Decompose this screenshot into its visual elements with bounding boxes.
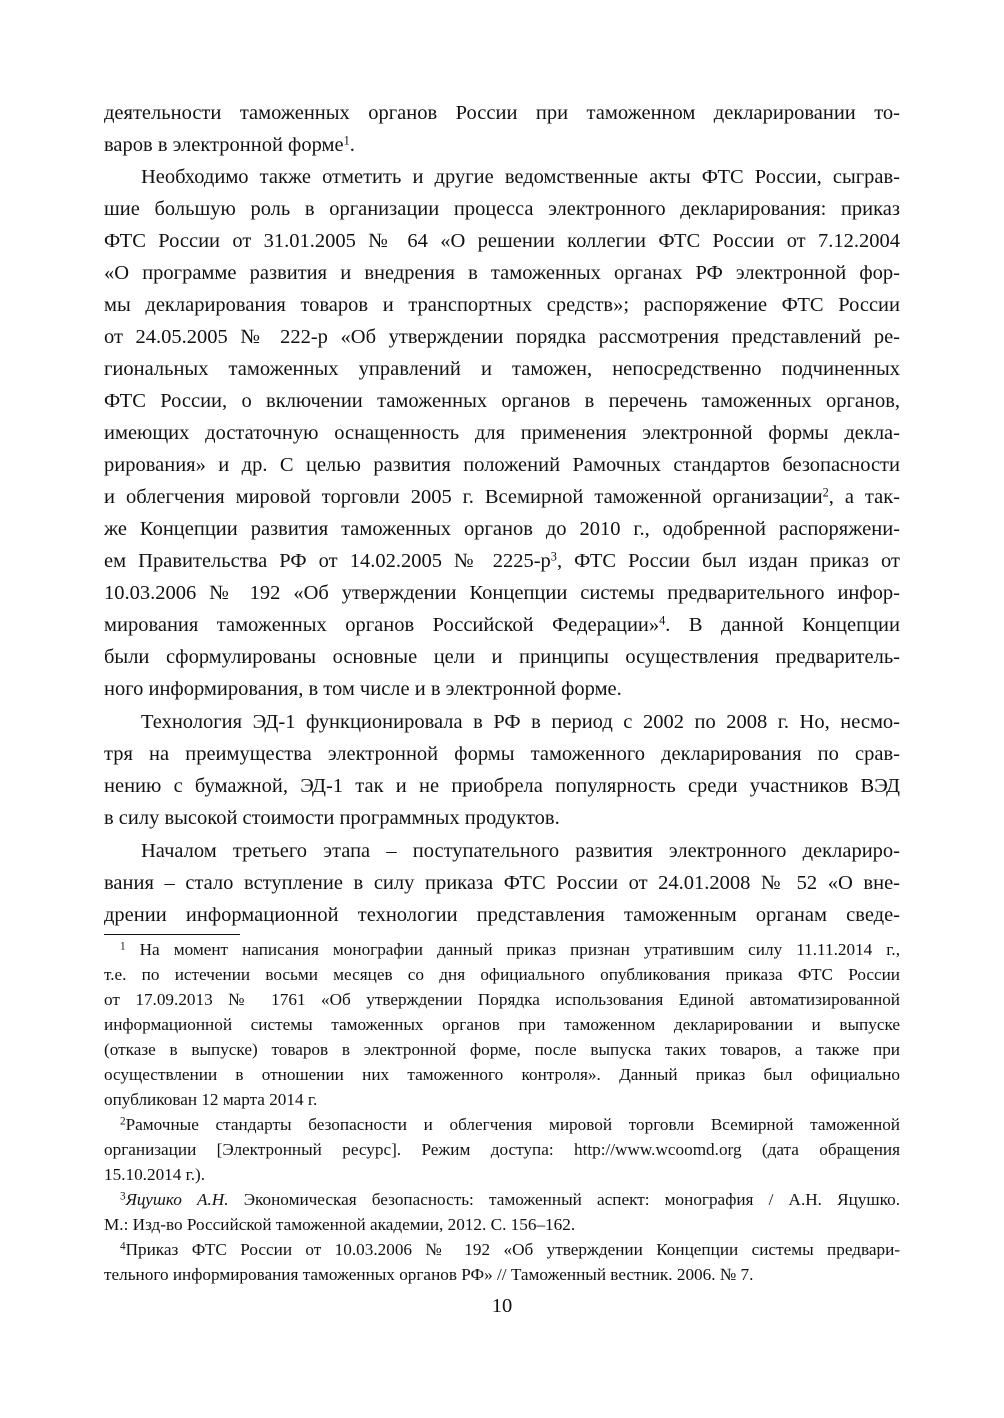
body-line: Началом третьего этапа – поступательного развития электронного деклариро- <box>141 840 900 862</box>
footnote-line <box>120 1190 900 1210</box>
body-line-text: и облегчения мировой торговли 2005 г. Всемирной таможенной организации <box>104 486 823 508</box>
body-line: были сформулированы основные цели и принципы осуществления предваритель- <box>104 646 900 668</box>
body-line: тря на преимущества электронной формы таможенного декларирования по срав- <box>104 743 900 765</box>
footnote-ref-2[interactable]: 2 <box>822 485 829 500</box>
body-line: варов в электронной форме$^1$. <box>104 133 355 156</box>
body-line: «О программе развития и внедрения в таможенных органах РФ электронной фор- <box>104 262 900 284</box>
body-line: ФТС России, о включении таможенных органов в перечень таможенных органов, <box>104 390 900 412</box>
footnote-text: На момент написания монографии данный приказ признан утратившим силу 11.11.2014 г., <box>139 940 901 959</box>
footnote-author: Яцушко А.Н. <box>125 1190 229 1209</box>
body-line: Необходимо также отметить и другие ведомственные акты ФТС России, сыграв- <box>141 166 900 188</box>
body-line: шие большую роль в организации процесса электронного декларирования: приказ <box>104 198 900 220</box>
body-line <box>104 549 900 573</box>
footnote-line: 15.10.2014 г.). <box>104 1165 206 1184</box>
body-line <box>104 613 900 637</box>
footnote-ref-4[interactable]: 4 <box>659 613 666 628</box>
body-line-text: ем Правительства РФ от 14.02.2005 № 2225-р <box>104 550 551 572</box>
footnote-ref-3[interactable]: 3 <box>550 549 557 564</box>
body-line: же Концепции развития таможенных органов до 2010 г., одобренной распоряжени- <box>104 518 900 540</box>
body-line: Технология ЭД-1 функционировала в РФ в период с 2002 по 2008 г. Но, несмо- <box>141 711 900 733</box>
body-line: от 24.05.2005 № 222-р «Об утверждении порядка рассмотрения представлений ре- <box>104 326 900 348</box>
body-line: ФТС России от 31.01.2005 № 64 «О решении коллегии ФТС России от 7.12.2004 <box>104 230 900 252</box>
footnote-line: осуществлении в отношении них таможенного контроля». Данный приказ был официально <box>104 1065 900 1084</box>
body-line: гиональных таможенных управлений и таможен, непосредственно подчиненных <box>104 358 900 380</box>
footnote-ref-1[interactable]: 1 <box>343 133 350 148</box>
body-line: дрении информационной технологии представления таможенным органам сведе- <box>104 904 900 926</box>
body-line: мы декларирования товаров и транспортных средств»; распоряжение ФТС России <box>104 294 900 316</box>
body-line: вания – стало вступление в силу приказа ФТС России от 24.01.2008 № 52 «О вне- <box>104 872 900 894</box>
body-line-text: , ФТС России был издан приказ от <box>556 550 900 572</box>
footnote-line <box>120 1115 900 1135</box>
footnote-line: от 17.09.2013 № 1761 «Об утверждении Порядка использования Единой автоматизированной <box>104 990 900 1009</box>
footnote-line <box>120 1240 900 1260</box>
footnote-line: М.: Изд-во Российской таможенной академии, 2012. С. 156–162. <box>104 1215 576 1234</box>
footnote-line: т.е. по истечении восьми месяцев со дня официального опубликования приказа ФТС России <box>104 965 900 984</box>
footnote-text: Экономическая безопасность: таможенный аспект: монография / А.Н. Яцушко. <box>228 1190 900 1209</box>
footnote-marker: 3 <box>120 1190 126 1203</box>
footnote-separator <box>104 934 240 935</box>
footnote-line <box>120 940 900 960</box>
body-line-text: , а так- <box>828 486 901 508</box>
footnote-marker: 1 <box>120 940 126 953</box>
footnote-marker: 4 <box>120 1240 126 1253</box>
page-number: 10 <box>491 1295 513 1317</box>
footnote-text: Приказ ФТС России от 10.03.2006 № 192 «Об утверждении Концепции системы предвари- <box>125 1240 900 1259</box>
footnote-line: информационной системы таможенных органов при таможенном декларировании и выпуске <box>104 1015 900 1034</box>
body-line: ного информирования, в том числе и в электронной форме. <box>104 678 622 700</box>
body-line-text: . В данной Концепции <box>665 614 900 636</box>
body-line: рирования» и др. С целью развития положений Рамочных стандартов безопасности <box>104 454 900 476</box>
footnote-marker: 2 <box>120 1115 126 1128</box>
footnote-line: тельного информирования таможенных органов РФ» // Таможенный вестник. 2006. № 7. <box>104 1265 754 1284</box>
body-line: 10.03.2006 № 192 «Об утверждении Концепции системы предварительного инфор- <box>104 582 900 604</box>
footnote-line: (отказе в выпуске) товаров в электронной форме, после выпуска таких товаров, а также при <box>104 1040 900 1059</box>
body-line: нению с бумажной, ЭД-1 так и не приобрела популярность среди участников ВЭД <box>104 775 900 797</box>
body-line <box>104 485 900 509</box>
body-line: в силу высокой стоимости программных продуктов. <box>104 807 560 829</box>
body-line: имеющих достаточную оснащенность для применения электронной формы декла- <box>104 422 900 444</box>
footnote-line: опубликован 12 марта 2014 г. <box>104 1090 318 1109</box>
footnote-text: Рамочные стандарты безопасности и облегчения мировой торговли Всемирной таможенной <box>125 1115 900 1134</box>
footnote-line: организации [Электронный ресурс]. Режим доступа: http://www.wcoomd.org (дата обращения <box>104 1140 900 1159</box>
body-line: деятельности таможенных органов России при таможенном декларировании то- <box>104 102 900 124</box>
body-line-text: варов в электронной форме <box>104 134 344 156</box>
body-line-text: мирования таможенных органов Российской Федерации» <box>104 614 660 636</box>
